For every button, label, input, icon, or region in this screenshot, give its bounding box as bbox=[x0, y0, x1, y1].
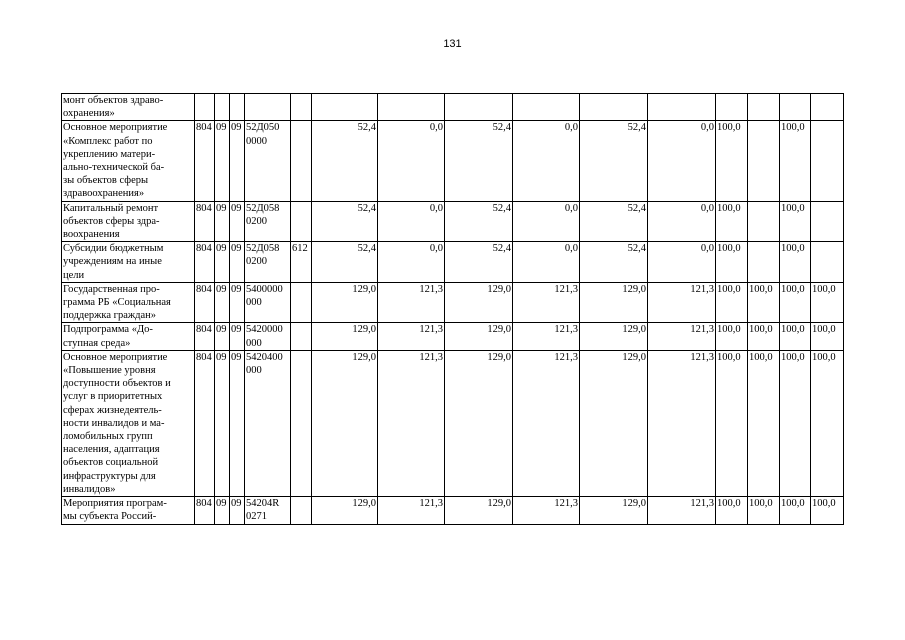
value-col-2 bbox=[378, 242, 445, 283]
expense-type-code bbox=[291, 201, 312, 242]
subsection-code bbox=[230, 282, 245, 323]
value-col-6-text: 121,3 bbox=[690, 324, 714, 336]
value-col-6 bbox=[648, 94, 716, 121]
percent-col-1-text: 100,0 bbox=[717, 122, 741, 134]
ministry-code bbox=[195, 497, 215, 524]
row-name-text: Подпрограмма «До- ступная среда» bbox=[63, 324, 153, 349]
expense-type-code bbox=[291, 242, 312, 283]
expense-type-code bbox=[291, 497, 312, 524]
value-col-5 bbox=[580, 350, 648, 496]
section-code bbox=[215, 323, 230, 350]
subsection-code-text: 09 bbox=[231, 243, 242, 255]
percent-col-3 bbox=[780, 94, 811, 121]
row-name bbox=[62, 94, 195, 121]
subsection-code-text: 09 bbox=[231, 283, 242, 295]
value-col-6-text: 0,0 bbox=[700, 243, 714, 255]
expense-type-code bbox=[291, 350, 312, 496]
value-col-3-text: 52,4 bbox=[492, 122, 511, 134]
percent-col-1 bbox=[716, 201, 748, 242]
percent-col-4-text: 100,0 bbox=[812, 498, 836, 510]
value-col-1-text: 52,4 bbox=[357, 243, 376, 255]
section-code bbox=[215, 242, 230, 283]
percent-col-4-text: 100,0 bbox=[812, 351, 836, 363]
value-col-4 bbox=[513, 323, 580, 350]
subsection-code bbox=[230, 497, 245, 524]
value-col-4-text: 121,3 bbox=[554, 324, 578, 336]
percent-col-4 bbox=[811, 94, 844, 121]
section-code bbox=[215, 94, 230, 121]
percent-col-2 bbox=[748, 282, 780, 323]
value-col-3 bbox=[445, 497, 513, 524]
target-article-code bbox=[245, 282, 291, 323]
value-col-4 bbox=[513, 282, 580, 323]
percent-col-1-text: 100,0 bbox=[717, 498, 741, 510]
target-article-code-text: 5400000 000 bbox=[246, 283, 283, 309]
budget-table bbox=[61, 93, 844, 525]
percent-col-3 bbox=[780, 121, 811, 201]
value-col-3-text: 129,0 bbox=[487, 498, 511, 510]
row-name-text: Мероприятия програм- мы субъекта Россий- bbox=[63, 498, 167, 523]
page-number: 131 bbox=[443, 38, 462, 50]
target-article-code bbox=[245, 94, 291, 121]
ministry-code bbox=[195, 350, 215, 496]
expense-type-code bbox=[291, 94, 312, 121]
value-col-2-text: 0,0 bbox=[429, 122, 443, 134]
percent-col-1 bbox=[716, 94, 748, 121]
percent-col-2 bbox=[748, 350, 780, 496]
percent-col-3-text: 100,0 bbox=[781, 498, 805, 510]
value-col-6-text: 121,3 bbox=[690, 498, 714, 510]
expense-type-code bbox=[291, 121, 312, 201]
percent-col-1 bbox=[716, 323, 748, 350]
percent-col-4-text: 100,0 bbox=[812, 283, 836, 295]
section-code-text: 09 bbox=[216, 351, 227, 363]
ministry-code bbox=[195, 121, 215, 201]
value-col-4-text: 0,0 bbox=[564, 243, 578, 255]
value-col-1 bbox=[312, 350, 378, 496]
value-col-6-text: 121,3 bbox=[690, 351, 714, 363]
value-col-4 bbox=[513, 94, 580, 121]
subsection-code-text: 09 bbox=[231, 351, 242, 363]
section-code-text: 09 bbox=[216, 498, 227, 510]
value-col-1-text: 129,0 bbox=[352, 498, 376, 510]
table-row bbox=[62, 323, 844, 350]
target-article-code-text: 52Д058 0200 bbox=[246, 243, 280, 268]
value-col-2 bbox=[378, 323, 445, 350]
value-col-1 bbox=[312, 282, 378, 323]
value-col-2 bbox=[378, 282, 445, 323]
value-col-2-text: 0,0 bbox=[429, 202, 443, 214]
percent-col-3-text: 100,0 bbox=[781, 122, 805, 134]
value-col-5 bbox=[580, 282, 648, 323]
percent-col-2-text: 100,0 bbox=[749, 351, 773, 363]
expense-type-code-text: 612 bbox=[292, 243, 308, 255]
value-col-2 bbox=[378, 350, 445, 496]
percent-col-2 bbox=[748, 497, 780, 524]
target-article-code-text: 5420000 000 bbox=[246, 324, 283, 349]
row-name bbox=[62, 242, 195, 283]
row-name-text: Основное мероприятие «Комплекс работ по укреплению матери- ально-технической ба- зы объектов сферы здравоохранения» bbox=[63, 122, 168, 200]
value-col-3 bbox=[445, 242, 513, 283]
percent-col-4 bbox=[811, 121, 844, 201]
target-article-code-text: 52Д050 0000 bbox=[246, 122, 280, 147]
value-col-4 bbox=[513, 201, 580, 242]
value-col-3 bbox=[445, 323, 513, 350]
percent-col-3-text: 100,0 bbox=[781, 324, 805, 336]
row-name bbox=[62, 121, 195, 201]
percent-col-4 bbox=[811, 242, 844, 283]
section-code-text: 09 bbox=[216, 122, 227, 134]
section-code bbox=[215, 121, 230, 201]
section-code-text: 09 bbox=[216, 283, 227, 295]
ministry-code-text: 804 bbox=[196, 243, 212, 255]
target-article-code bbox=[245, 497, 291, 524]
value-col-5-text: 129,0 bbox=[622, 498, 646, 510]
value-col-5 bbox=[580, 121, 648, 201]
percent-col-2 bbox=[748, 323, 780, 350]
value-col-5-text: 129,0 bbox=[622, 351, 646, 363]
value-col-6 bbox=[648, 323, 716, 350]
ministry-code bbox=[195, 323, 215, 350]
value-col-6 bbox=[648, 242, 716, 283]
percent-col-3-text: 100,0 bbox=[781, 243, 805, 255]
value-col-4 bbox=[513, 242, 580, 283]
percent-col-4 bbox=[811, 201, 844, 242]
subsection-code bbox=[230, 323, 245, 350]
value-col-5 bbox=[580, 323, 648, 350]
row-name-text: Капитальный ремонт объектов сферы здра- воохранения bbox=[63, 202, 160, 241]
value-col-3 bbox=[445, 282, 513, 323]
percent-col-1-text: 100,0 bbox=[717, 351, 741, 363]
section-code bbox=[215, 497, 230, 524]
row-name-text: Государственная про- грамма РБ «Социальная поддержка граждан» bbox=[63, 283, 171, 322]
value-col-2 bbox=[378, 121, 445, 201]
subsection-code-text: 09 bbox=[231, 122, 242, 134]
value-col-1 bbox=[312, 94, 378, 121]
value-col-3 bbox=[445, 94, 513, 121]
value-col-4-text: 0,0 bbox=[564, 122, 578, 134]
value-col-3-text: 52,4 bbox=[492, 202, 511, 214]
row-name bbox=[62, 350, 195, 496]
percent-col-2 bbox=[748, 242, 780, 283]
target-article-code bbox=[245, 121, 291, 201]
table-body bbox=[62, 94, 844, 525]
ministry-code-text: 804 bbox=[196, 122, 212, 134]
subsection-code bbox=[230, 201, 245, 242]
target-article-code bbox=[245, 242, 291, 283]
expense-type-code bbox=[291, 323, 312, 350]
subsection-code bbox=[230, 121, 245, 201]
subsection-code-text: 09 bbox=[231, 202, 242, 214]
percent-col-1 bbox=[716, 242, 748, 283]
value-col-5 bbox=[580, 201, 648, 242]
section-code-text: 09 bbox=[216, 243, 227, 255]
subsection-code bbox=[230, 350, 245, 496]
value-col-4 bbox=[513, 121, 580, 201]
percent-col-4 bbox=[811, 497, 844, 524]
value-col-3-text: 52,4 bbox=[492, 243, 511, 255]
subsection-code bbox=[230, 94, 245, 121]
table-row bbox=[62, 121, 844, 201]
percent-col-2-text: 100,0 bbox=[749, 498, 773, 510]
ministry-code-text: 804 bbox=[196, 202, 212, 214]
percent-col-3-text: 100,0 bbox=[781, 202, 805, 214]
percent-col-1 bbox=[716, 497, 748, 524]
section-code bbox=[215, 201, 230, 242]
row-name bbox=[62, 282, 195, 323]
row-name bbox=[62, 323, 195, 350]
percent-col-2 bbox=[748, 201, 780, 242]
value-col-6 bbox=[648, 350, 716, 496]
percent-col-1 bbox=[716, 282, 748, 323]
value-col-1 bbox=[312, 242, 378, 283]
value-col-2-text: 121,3 bbox=[419, 283, 443, 295]
table-row bbox=[62, 94, 844, 121]
table-row bbox=[62, 350, 844, 496]
value-col-6 bbox=[648, 201, 716, 242]
percent-col-4 bbox=[811, 282, 844, 323]
percent-col-1 bbox=[716, 350, 748, 496]
value-col-1 bbox=[312, 201, 378, 242]
value-col-1 bbox=[312, 121, 378, 201]
subsection-code-text: 09 bbox=[231, 324, 242, 336]
ministry-code bbox=[195, 201, 215, 242]
target-article-code-text: 54204R 0271 bbox=[246, 498, 280, 523]
value-col-4-text: 121,3 bbox=[554, 283, 578, 295]
subsection-code-text: 09 bbox=[231, 498, 242, 510]
ministry-code-text: 804 bbox=[196, 283, 212, 295]
percent-col-3 bbox=[780, 201, 811, 242]
value-col-6 bbox=[648, 497, 716, 524]
value-col-4-text: 0,0 bbox=[564, 202, 578, 214]
value-col-2-text: 121,3 bbox=[419, 324, 443, 336]
value-col-1 bbox=[312, 323, 378, 350]
value-col-1-text: 129,0 bbox=[352, 351, 376, 363]
section-code-text: 09 bbox=[216, 202, 227, 214]
target-article-code bbox=[245, 350, 291, 496]
percent-col-1 bbox=[716, 121, 748, 201]
value-col-6-text: 0,0 bbox=[700, 122, 714, 134]
value-col-5-text: 52,4 bbox=[627, 202, 646, 214]
value-col-5-text: 52,4 bbox=[627, 122, 646, 134]
value-col-2-text: 121,3 bbox=[419, 498, 443, 510]
target-article-code bbox=[245, 323, 291, 350]
percent-col-3 bbox=[780, 323, 811, 350]
value-col-1-text: 129,0 bbox=[352, 283, 376, 295]
value-col-5 bbox=[580, 497, 648, 524]
table-row bbox=[62, 242, 844, 283]
expense-type-code bbox=[291, 282, 312, 323]
value-col-5 bbox=[580, 94, 648, 121]
target-article-code-text: 5420400 000 bbox=[246, 351, 283, 377]
value-col-3-text: 129,0 bbox=[487, 351, 511, 363]
value-col-6 bbox=[648, 282, 716, 323]
ministry-code bbox=[195, 94, 215, 121]
ministry-code-text: 804 bbox=[196, 498, 212, 510]
percent-col-1-text: 100,0 bbox=[717, 243, 741, 255]
table-row bbox=[62, 201, 844, 242]
value-col-2 bbox=[378, 94, 445, 121]
ministry-code-text: 804 bbox=[196, 324, 212, 336]
percent-col-3 bbox=[780, 282, 811, 323]
percent-col-1-text: 100,0 bbox=[717, 283, 741, 295]
value-col-2-text: 0,0 bbox=[429, 243, 443, 255]
value-col-5-text: 129,0 bbox=[622, 324, 646, 336]
row-name-text: Основное мероприятие «Повышение уровня доступности объектов и услуг в приоритетных сферах жизнедеятель- ности инвалидов и ма- ломобильных групп населения, адаптация объектов социальной инфраструктуры для инвалидов» bbox=[63, 351, 171, 495]
percent-col-1-text: 100,0 bbox=[717, 202, 741, 214]
value-col-6-text: 121,3 bbox=[690, 283, 714, 295]
percent-col-2-text: 100,0 bbox=[749, 283, 773, 295]
table-row bbox=[62, 282, 844, 323]
percent-col-4-text: 100,0 bbox=[812, 324, 836, 336]
value-col-4-text: 121,3 bbox=[554, 498, 578, 510]
percent-col-3 bbox=[780, 242, 811, 283]
target-article-code bbox=[245, 201, 291, 242]
percent-col-3 bbox=[780, 350, 811, 496]
value-col-2 bbox=[378, 497, 445, 524]
row-name bbox=[62, 497, 195, 524]
section-code-text: 09 bbox=[216, 324, 227, 336]
percent-col-3 bbox=[780, 497, 811, 524]
value-col-5 bbox=[580, 242, 648, 283]
percent-col-4 bbox=[811, 350, 844, 496]
percent-col-2-text: 100,0 bbox=[749, 324, 773, 336]
value-col-4 bbox=[513, 497, 580, 524]
row-name bbox=[62, 201, 195, 242]
value-col-2-text: 121,3 bbox=[419, 351, 443, 363]
ministry-code bbox=[195, 282, 215, 323]
table-row bbox=[62, 497, 844, 524]
percent-col-3-text: 100,0 bbox=[781, 283, 805, 295]
target-article-code-text: 52Д058 0200 bbox=[246, 202, 280, 227]
percent-col-2 bbox=[748, 94, 780, 121]
value-col-2 bbox=[378, 201, 445, 242]
value-col-3-text: 129,0 bbox=[487, 324, 511, 336]
value-col-3 bbox=[445, 350, 513, 496]
ministry-code bbox=[195, 242, 215, 283]
row-name-text: Субсидии бюджетным учреждениям на иные цели bbox=[63, 243, 164, 281]
value-col-4-text: 121,3 bbox=[554, 351, 578, 363]
value-col-1-text: 52,4 bbox=[357, 122, 376, 134]
percent-col-4 bbox=[811, 323, 844, 350]
percent-col-1-text: 100,0 bbox=[717, 324, 741, 336]
value-col-3 bbox=[445, 201, 513, 242]
value-col-1-text: 129,0 bbox=[352, 324, 376, 336]
section-code bbox=[215, 350, 230, 496]
value-col-5-text: 129,0 bbox=[622, 283, 646, 295]
row-name-text: монт объектов здраво- охранения» bbox=[63, 95, 164, 120]
value-col-1 bbox=[312, 497, 378, 524]
value-col-6 bbox=[648, 121, 716, 201]
value-col-4 bbox=[513, 350, 580, 496]
value-col-6-text: 0,0 bbox=[700, 202, 714, 214]
value-col-3-text: 129,0 bbox=[487, 283, 511, 295]
section-code bbox=[215, 282, 230, 323]
percent-col-3-text: 100,0 bbox=[781, 351, 805, 363]
percent-col-2 bbox=[748, 121, 780, 201]
subsection-code bbox=[230, 242, 245, 283]
value-col-1-text: 52,4 bbox=[357, 202, 376, 214]
value-col-5-text: 52,4 bbox=[627, 243, 646, 255]
value-col-3 bbox=[445, 121, 513, 201]
ministry-code-text: 804 bbox=[196, 351, 212, 363]
